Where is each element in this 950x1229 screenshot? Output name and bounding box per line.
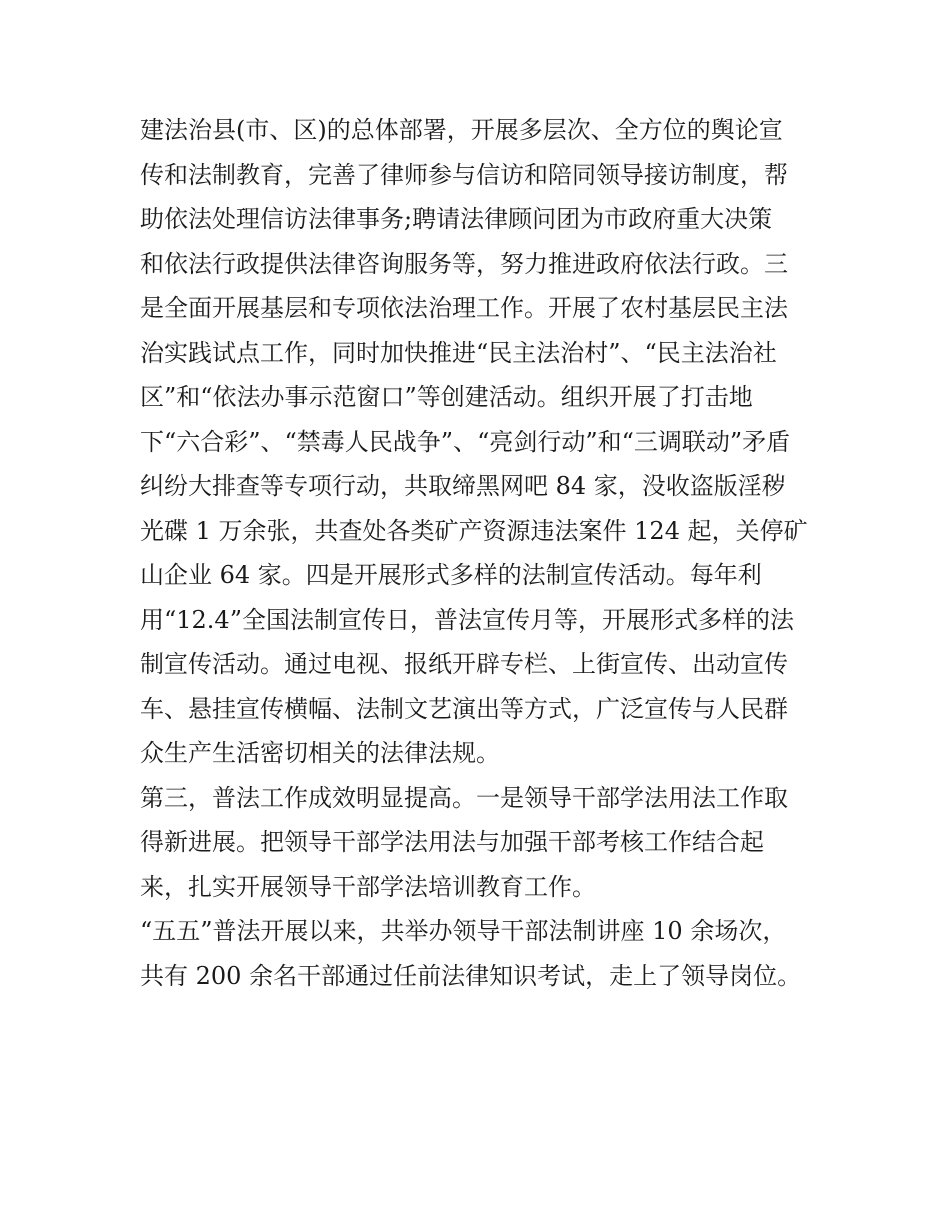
text-line: 第三，普法工作成效明显提高。一是领导干部学法用法工作取 (140, 783, 788, 812)
text-line: 区”和“依法办事示范窗口”等创建活动。组织开展了打击地 (140, 383, 753, 411)
text-line: 山企业 64 家。四是开展形式多样的法制宣传活动。每年利 (140, 561, 762, 589)
text-line: 制宣传活动。通过电视、报纸开辟专栏、上街宣传、出动宣传 (140, 650, 788, 678)
text-line: 传和法制教育，完善了律师参与信访和陪同领导接访制度，帮 (140, 160, 788, 189)
text-line: 来，扎实开展领导干部学法培训教育工作。 (140, 872, 596, 901)
text-line: 助依法处理信访法律事务;聘请法律顾问团为市政府重大决策 (140, 205, 773, 233)
text-line: “五五”普法开展以来，共举办领导干部法制讲座 10 余场次， (140, 917, 787, 945)
text-line: 车、悬挂宣传横幅、法制文艺演出等方式，广泛宣传与人民群 (140, 694, 788, 723)
text-line: 治实践试点工作，同时加快推进“民主法治村”、“民主法治社 (140, 338, 777, 367)
text-line: 共有 200 余名干部通过任前法律知识考试，走上了领导岗位。 (140, 961, 802, 990)
text-line: 众生产生活密切相关的法律法规。 (140, 739, 500, 767)
text-line: 下“六合彩”、“禁毒人民战争”、“亮剑行动”和“三调联动”矛盾 (140, 427, 791, 456)
text-line: 光碟 1 万余张，共查处各类矿产资源违法案件 124 起，关停矿 (140, 516, 808, 545)
text-line: 是全面开展基层和专项依法治理工作。开展了农村基层民主法 (140, 294, 788, 322)
text-line: 得新进展。把领导干部学法用法与加强干部考核工作结合起 (140, 828, 764, 856)
text-line: 和依法行政提供法律咨询服务等，努力推进政府依法行政。三 (140, 249, 788, 278)
body-text (140, 108, 820, 998)
text-line: 用“12.4”全国法制宣传日，普法宣传月等，开展形式多样的法 (140, 605, 794, 634)
text-line: 建法治县(市、区)的总体部署，开展多层次、全方位的舆论宣 (140, 116, 783, 144)
text-line: 纠纷大排查等专项行动，共取缔黑网吧 84 家，没收盗版淫秽 (140, 472, 786, 500)
